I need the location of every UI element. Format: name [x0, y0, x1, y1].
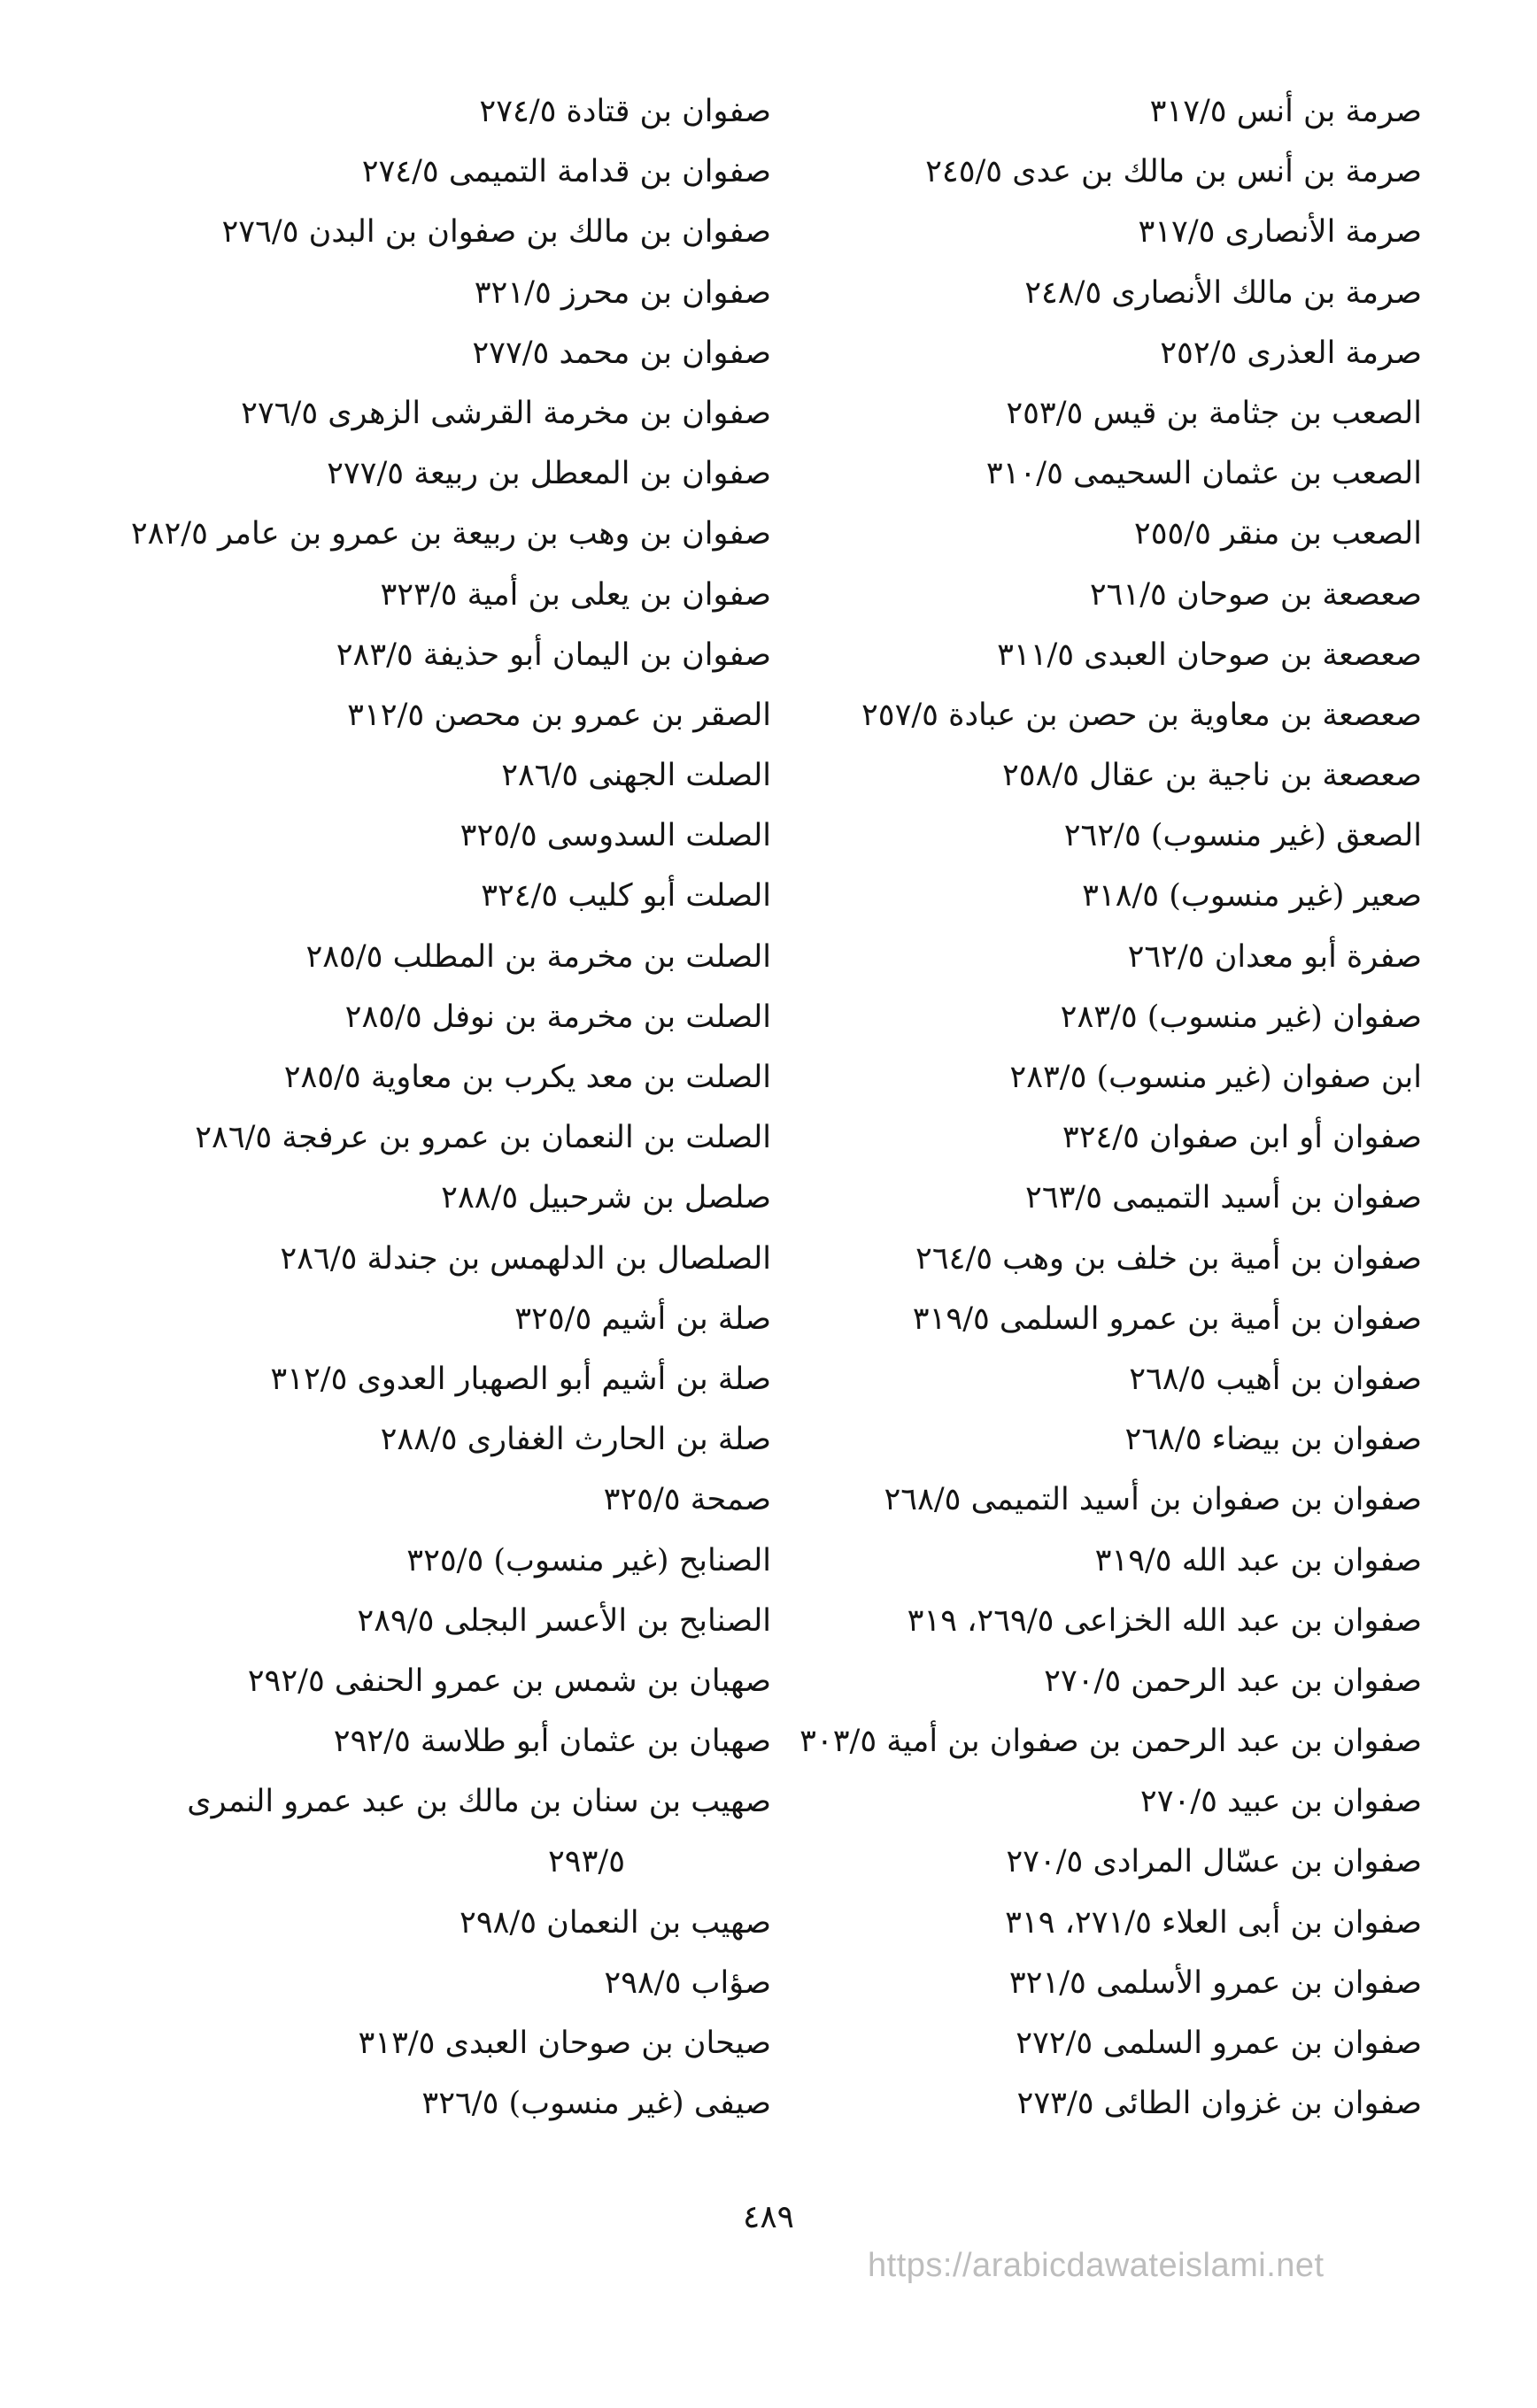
index-entry-continuation: ٢٩٣/٥	[548, 1844, 625, 1880]
watermark-url: https://arabicdawateislami.net	[868, 2247, 1325, 2284]
index-entry: صؤاب ٢٩٨/٥	[604, 1964, 771, 2001]
index-entry: صفوان بن عبد الله ٣١٩/٥	[1094, 1542, 1422, 1578]
index-column-right	[799, 81, 1422, 2134]
index-entry: صفوان بن قدامة التميمى ٢٧٤/٥	[361, 154, 771, 190]
index-entry: صفوان بن أسيد التميمى ٢٦٣/٥	[1025, 1180, 1422, 1216]
index-entry: صهبان بن شمس بن عمرو الحنفى ٢٩٢/٥	[247, 1663, 771, 1699]
index-entry: صلة بن أشيم أبو الصهبار العدوى ٣١٢/٥	[270, 1361, 771, 1397]
index-entry: صلة بن أشيم ٣٢٥/٥	[514, 1300, 771, 1337]
index-entry: الصعب بن عثمان السحيمى ٣١٠/٥	[985, 456, 1422, 492]
index-entry: صمحة ٣٢٥/٥	[603, 1482, 771, 1518]
index-entry: صلصل بن شرحبيل ٢٨٨/٥	[441, 1180, 771, 1216]
index-entry: صفوان بن اليمان أبو حذيفة ٢٨٣/٥	[336, 637, 771, 673]
index-entry: صرمة العذرى ٢٥٢/٥	[1160, 335, 1422, 371]
index-entry: صعصعة بن صوحان ٢٦١/٥	[1089, 576, 1422, 613]
index-entry: صرمة الأنصارى ٣١٧/٥	[1138, 214, 1422, 251]
index-entry: صفوان بن غزوان الطائى ٢٧٣/٥	[1016, 2086, 1422, 2122]
index-entry: صفوان بن عبد الرحمن ٢٧٠/٥	[1044, 1663, 1422, 1699]
index-entry: صهيب بن سنان بن مالك بن عبد عمرو النمرى	[187, 1784, 771, 1820]
index-entry: الصقر بن عمرو بن محصن ٣١٢/٥	[347, 697, 771, 733]
index-entry: صرمة بن أنس ٣١٧/٥	[1149, 94, 1422, 129]
index-entry: صفوان بن أمية بن عمرو السلمى ٣١٩/٥	[912, 1300, 1422, 1337]
index-entry: صعصعة بن معاوية بن حصن بن عبادة ٢٥٧/٥	[861, 697, 1422, 733]
index-entry: صفوان بن مالك بن صفوان بن البدن ٢٧٦/٥	[221, 214, 771, 251]
index-entry: الصلت بن مخرمة بن المطلب ٢٨٥/٥	[305, 938, 771, 975]
index-entry: صفوان بن عسّال المرادى ٢٧٠/٥	[1006, 1844, 1422, 1880]
index-entry: الصلت السدوسى ٣٢٥/٥	[460, 818, 771, 854]
index-entry: الصنابح (غير منسوب) ٣٢٥/٥	[406, 1542, 771, 1578]
index-entry: صفوان بن محمد ٢٧٧/٥	[472, 335, 771, 371]
index-entry: الصلصال بن الدلهمس بن جندلة ٢٨٦/٥	[280, 1240, 771, 1277]
index-entry: صفوان بن وهب بن ربيعة بن عمرو بن عامر ٢٨٢/٥	[130, 516, 771, 552]
index-entry: صفوان بن عبيد ٢٧٠/٥	[1139, 1784, 1422, 1820]
index-entry: صفوان (غير منسوب) ٢٨٣/٥	[1060, 999, 1422, 1035]
index-entry: الصعق (غير منسوب) ٢٦٢/٥	[1063, 818, 1422, 854]
index-entry: صفوان بن قتادة ٢٧٤/٥	[479, 94, 771, 129]
index-entry: ابن صفوان (غير منسوب) ٢٨٣/٥	[1009, 1060, 1422, 1095]
index-entry: صعير (غير منسوب) ٣١٨/٥	[1082, 878, 1422, 915]
index-entry: صلة بن الحارث الغفارى ٢٨٨/٥	[380, 1422, 771, 1458]
index-entry: صفوان بن عمرو الأسلمى ٣٢١/٥	[1008, 1964, 1422, 2001]
index-entry: صفوان بن المعطل بن ربيعة ٢٧٧/٥	[327, 456, 771, 492]
index-entry: صفوان بن أمية بن خلف بن وهب ٢٦٤/٥	[915, 1240, 1422, 1277]
index-entry: الصلت بن النعمان بن عمرو بن عرفجة ٢٨٦/٥	[195, 1120, 771, 1156]
index-column-left	[130, 81, 771, 2134]
index-entry: صعصعة بن صوحان العبدى ٣١١/٥	[997, 637, 1422, 673]
index-entry: صفوان بن بيضاء ٢٦٨/٥	[1124, 1422, 1422, 1458]
index-entry: الصلت بن معد يكرب بن معاوية ٢٨٥/٥	[283, 1060, 771, 1095]
index-entry: صفوان بن عمرو السلمى ٢٧٢/٥	[1016, 2026, 1422, 2061]
index-entry: الصعب بن منقر ٢٥٥/٥	[1133, 516, 1422, 552]
index-entry: صفوان بن أبى العلاء ٢٧١/٥، ٣١٩	[1005, 1904, 1422, 1941]
index-entry: صيفى (غير منسوب) ٣٢٦/٥	[421, 2086, 771, 2122]
index-entry: الصلت بن مخرمة بن نوفل ٢٨٥/٥	[344, 999, 771, 1035]
index-entry: صفوان بن صفوان بن أسيد التميمى ٢٦٨/٥	[884, 1482, 1422, 1518]
index-entry: صفوان بن عبد الرحمن بن صفوان بن أمية ٣٠٣/٥	[799, 1724, 1422, 1760]
index-entry: الصنابح بن الأعسر البجلى ٢٨٩/٥	[357, 1602, 771, 1639]
index-entry: صرمة بن أنس بن مالك بن عدى ٢٤٥/٥	[925, 154, 1422, 190]
index-entry: صهبان بن عثمان أبو طلاسة ٢٩٢/٥	[333, 1724, 771, 1760]
index-entry: الصلت أبو كليب ٣٢٤/٥	[481, 878, 771, 915]
index-entry: صعصعة بن ناجية بن عقال ٢٥٨/٥	[1001, 758, 1422, 794]
index-entry: صفوان بن يعلى بن أمية ٣٢٣/٥	[380, 576, 771, 613]
page-number: ٤٨٩	[742, 2199, 794, 2235]
index-entry: صفوان بن مخرمة القرشى الزهرى ٢٧٦/٥	[241, 395, 771, 431]
index-entry: صفوان بن محرز ٣٢١/٥	[474, 274, 771, 311]
index-entry: صرمة بن مالك الأنصارى ٢٤٨/٥	[1024, 274, 1422, 311]
index-entry: صفوان أو ابن صفوان ٣٢٤/٥	[1062, 1120, 1422, 1156]
index-entry: الصلت الجهنى ٢٨٦/٥	[501, 758, 771, 794]
index-entry: صفرة أبو معدان ٢٦٢/٥	[1127, 938, 1422, 975]
index-entry: صفوان بن عبد الله الخزاعى ٢٦٩/٥، ٣١٩	[907, 1602, 1422, 1639]
index-entry: صهيب بن النعمان ٢٩٨/٥	[460, 1904, 771, 1941]
index-entry: صفوان بن أهيب ٢٦٨/٥	[1129, 1361, 1422, 1397]
index-entry: صيحان بن صوحان العبدى ٣١٣/٥	[358, 2026, 771, 2061]
index-entry: الصعب بن جثامة بن قيس ٢٥٣/٥	[1006, 395, 1422, 431]
